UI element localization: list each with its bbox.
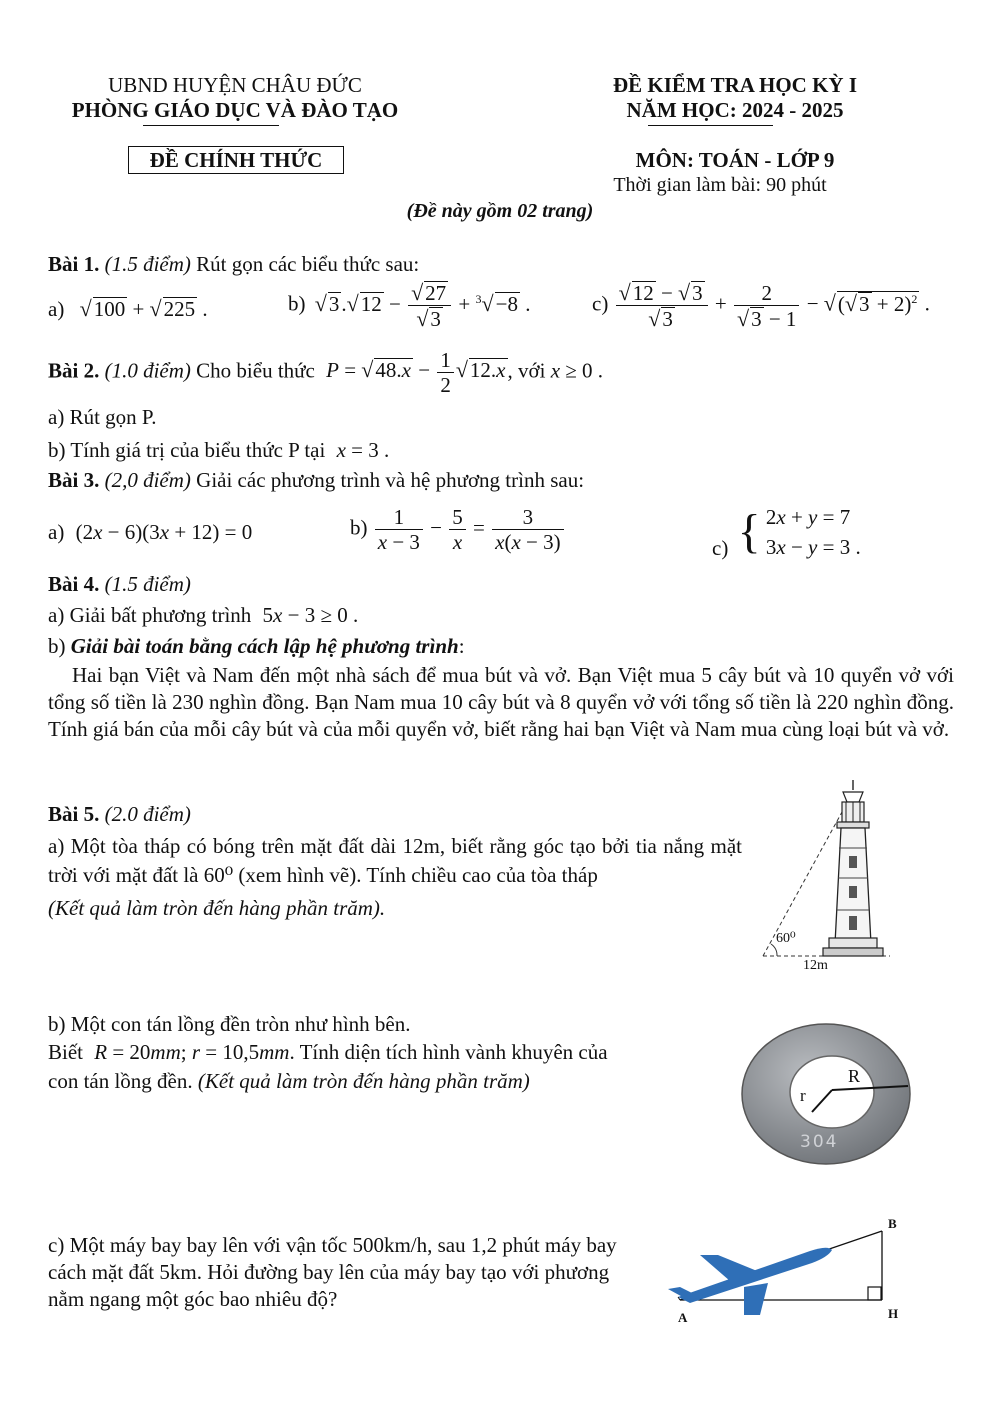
bai2-b: b) Tính giá trị của biểu thức P tại x = 3 . <box>48 438 390 462</box>
bai4-a-text: a) Giải bất phương trình <box>48 603 252 627</box>
washer-R-label: R <box>848 1066 861 1086</box>
plane-figure <box>660 1215 910 1330</box>
bai4-b <box>48 634 465 659</box>
bai3-desc: Giải các phương trình và hệ phương trình sau: <box>196 468 585 492</box>
plane-label-B: B <box>888 1216 897 1231</box>
lighthouse-figure <box>755 778 915 978</box>
bai4-a: a) Giải bất phương trình 5x − 3 ≥ 0 . <box>48 603 359 627</box>
bai5-points: (2.0 điểm) <box>104 802 191 826</box>
bai2-a: a) Rút gọn P. <box>48 405 157 429</box>
org-line-1: UBND HUYỆN CHÂU ĐỨC <box>108 73 362 97</box>
bai2-heading: Bài 2. (1.0 điểm) Cho biểu thức P = √48.x − $\frac{1}{2}$ √12.x, với x ≥ 0 . <box>48 348 604 398</box>
duration: Thời gian làm bài: 90 phút <box>613 174 827 196</box>
bai1-title: Bài 1. <box>48 252 100 276</box>
bai2-desc: Cho biểu thức <box>196 358 315 383</box>
bai3-a: a) (2x − 6)(3x + 12) = 0 <box>48 520 253 544</box>
bai5-a-text: a) Một tòa tháp có bóng trên mặt đất dài 12m, biết rằng góc tạo bởi tia nắng mặt trời với mặt đất là 60⁰ (xem hình vẽ). Tính chiều cao của tòa tháp <box>48 834 742 887</box>
plane-label-H: H <box>888 1306 899 1321</box>
bai5-heading <box>48 802 191 827</box>
bai4-title: Bài 4. <box>48 572 100 596</box>
bai3-c: c) { 2x + y = 7 3x − y = 3 . <box>712 505 861 560</box>
plane-label-A: A <box>678 1310 688 1325</box>
year-underline <box>648 125 773 126</box>
bai4-b-label: b) <box>48 634 66 658</box>
org-line-2: PHÒNG GIÁO DỤC VÀ ĐÀO TẠO <box>71 98 399 122</box>
lighthouse-shadow: 12m <box>803 958 828 973</box>
washer-mark: 304 <box>800 1132 839 1152</box>
bai5-a-note: (Kết quả làm tròn đến hàng phần trăm). <box>48 896 386 920</box>
bai3-c-label: c) <box>712 535 729 560</box>
bai5-b-line1: b) Một con tán lồng đền tròn như hình bên. <box>48 1012 411 1036</box>
bai2-points: (1.0 điểm) <box>104 358 191 383</box>
bai5-b-line3 <box>48 1069 530 1094</box>
bai4-problem: Hai bạn Việt và Nam đến một nhà sách để mua bút và vở. Bạn Việt mua 5 cây bút và 10 quyển vở với tổng số tiền là 230 nghìn đồng. Bạn Nam mua 10 cây bút và 8 quyển vở với tổng số tiền là 220 nghìn đồng. Tính giá bán của mỗi cây bút và của mỗi quyển vở, biết rằng hai bạn Việt và Nam mua cùng loại bút và vở. <box>48 663 954 741</box>
lighthouse-angle: 60⁰ <box>776 931 796 946</box>
bai2-b-text: b) Tính giá trị của biểu thức P tại <box>48 438 326 462</box>
bai1-a-label: a) <box>48 297 65 321</box>
bai2-title: Bài 2. <box>48 358 100 383</box>
bai1-c: c) $\frac{√12 - √3}{√3}$ + $\frac{2}{√3 - 1}$ − $√(√3 + 2)^2$ . <box>592 280 930 332</box>
bai1-points: (1.5 điểm) <box>104 252 191 276</box>
washer-r-label: r <box>800 1086 806 1105</box>
official-box <box>128 146 344 174</box>
org-underline <box>143 125 279 126</box>
exam-title: ĐỀ KIỂM TRA HỌC KỲ I <box>612 73 858 97</box>
bai4-b-colon: : <box>458 634 465 658</box>
bai5-b-note: (Kết quả làm tròn đến hàng phần trăm) <box>197 1069 530 1093</box>
bai2-cond: , với <box>507 358 546 383</box>
bai5-b-line3-text: con tán lồng đền. <box>48 1069 193 1093</box>
bai1-heading <box>48 252 419 277</box>
pages-note: (Đề này gồm 02 trang) <box>406 200 594 222</box>
bai4-points: (1.5 điểm) <box>104 572 191 596</box>
bai3-points: (2,0 điểm) <box>104 468 191 492</box>
bai5-b-line2-post: . Tính diện tích hình vành khuyên của <box>289 1040 608 1064</box>
bai1-b-label: b) <box>288 291 306 316</box>
bai3-b: b) $\frac{1}{x - 3}$ − $\frac{5}{x}$ = $\frac{3}{x(x - 3)}$ <box>350 505 566 554</box>
bai5-b-line2: Biết R = 20mm; r = 10,5mm. Tính diện tích hình vành khuyên của <box>48 1040 608 1064</box>
school-year: NĂM HỌC: 2024 - 2025 <box>626 98 844 122</box>
official-label: ĐỀ CHÍNH THỨC <box>149 148 323 172</box>
bai1-desc: Rút gọn các biểu thức sau: <box>196 252 420 276</box>
bai3-title: Bài 3. <box>48 468 100 492</box>
bai3-a-label: a) <box>48 520 65 544</box>
bai5-c-text: c) Một máy bay bay lên với vận tốc 500km/h, sau 1,2 phút máy bay cách mặt đất 5km. Hỏi đường bay lên của máy bay tạo với phương nằm ngang một góc bao nhiêu độ? <box>48 1233 617 1311</box>
bai4-heading <box>48 572 191 597</box>
bai5-b-line2-pre: Biết <box>48 1040 83 1064</box>
bai1-c-label: c) <box>592 291 609 316</box>
bai1-a: a) √100 + √225 . <box>48 296 208 321</box>
subject: MÔN: TOÁN - LỚP 9 <box>635 148 835 172</box>
bai3-b-label: b) <box>350 515 368 540</box>
bai3-heading <box>48 468 584 493</box>
bai1-b: b) √3.√12 − $\frac{√27}{√3}$ + $^3$√−8 . <box>288 280 531 332</box>
bai4-b-title: Giải bài toán bằng cách lập hệ phương trình <box>70 634 459 658</box>
bai5-title: Bài 5. <box>48 802 100 826</box>
